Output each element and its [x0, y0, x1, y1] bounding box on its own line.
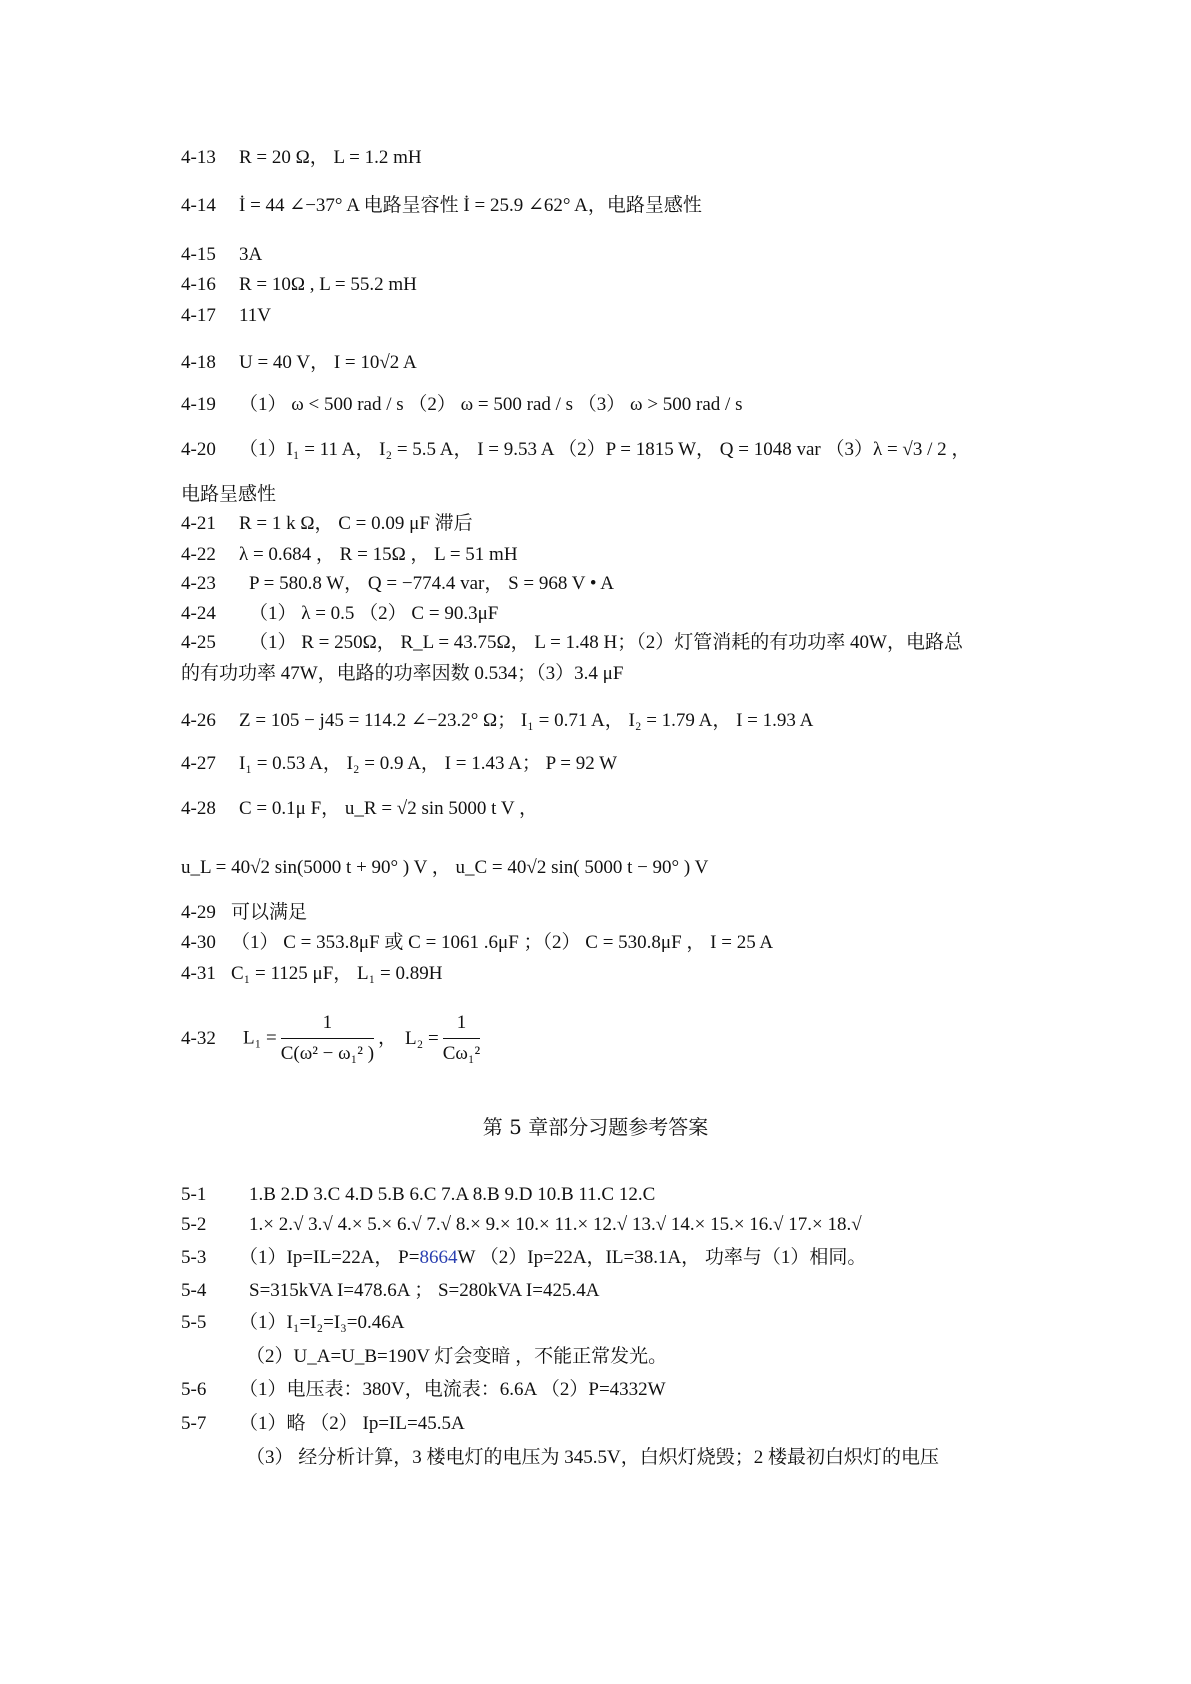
answer-4-14 — [181, 194, 702, 218]
answer-number: 4-30 — [181, 932, 216, 953]
answer-5-1 — [181, 1183, 655, 1207]
chapter-5-title: 第 5 章部分习题参考答案 — [482, 1115, 709, 1139]
answer-text: R = 10Ω , L = 55.2 mH — [239, 274, 417, 295]
answer-4-13 — [181, 146, 422, 170]
answer-4-17 — [181, 304, 271, 328]
answer-text: （1） C = 353.8μF 或 C = 1061 .6μF ；（2） C = 530.8μF ， I = 25 A — [231, 932, 774, 953]
formula-l2-label: L₂ = — [405, 1027, 439, 1049]
answer-text: （1） λ = 0.5 （2） C = 90.3μF — [249, 603, 499, 624]
answer-text: （3） 经分析计算，3 楼电灯的电压为 345.5V，白炽灯烧毁；2 楼最初白炽灯的电压 — [246, 1447, 939, 1468]
answer-text: İ = 44 ∠−37° A 电路呈容性 İ = 25.9 ∠62° A，电路呈感性 — [239, 195, 702, 216]
answer-text: R = 1 k Ω， C = 0.09 μF 滞后 — [239, 513, 473, 534]
answer-text: 1.B 2.D 3.C 4.D 5.B 6.C 7.A 8.B 9.D 10.B 11.C 12.C — [249, 1184, 656, 1205]
answer-text: （1）I₁ = 11 A， I₂ = 5.5 A， I = 9.53 A （2）P = 1815 W， Q = 1048 var （3）λ = √3 / 2 ， — [239, 439, 971, 460]
answer-text: 1.× 2.√ 3.√ 4.× 5.× 6.√ 7.√ 8.× 9.× 10.× 11.× 12.√ 13.√ 14.× 15.× 16.√ 17.× 18.√ — [249, 1214, 862, 1235]
answer-text: u_L = 40√2 sin(5000 t + 90° ) V ， u_C = 40√2 sin( 5000 t − 90° ) V — [181, 857, 709, 878]
answer-5-5 — [181, 1311, 404, 1335]
answer-5-4 — [181, 1279, 599, 1303]
answer-text: （1）Ip=IL=22A， P= — [239, 1247, 420, 1268]
answer-text: （1）略 （2） Ip=IL=45.5A — [239, 1413, 465, 1434]
separator: ， — [378, 1027, 398, 1049]
answer-5-6 — [181, 1378, 666, 1402]
answer-4-24 — [181, 602, 498, 626]
answer-text: （1）电压表：380V，电流表：6.6A （2）P=4332W — [239, 1379, 666, 1400]
answer-number: 4-31 — [181, 963, 216, 984]
answer-text: （1） R = 250Ω， R_L = 43.75Ω， L = 1.48 H；（2）灯管消耗的有功功率 40W，电路总 — [249, 632, 963, 653]
answer-4-29 — [181, 901, 307, 925]
answer-5-3 — [181, 1246, 866, 1270]
answer-text: C₁ = 1125 μF， L₁ = 0.89H — [231, 963, 443, 984]
fraction-denominator: C(ω² − ω₁² ) — [280, 1043, 375, 1064]
answer-4-31 — [181, 962, 442, 986]
answer-number: 4-32 — [181, 1027, 216, 1049]
answer-text: 的有功功率 47W，电路的功率因数 0.534；（3）3.4 μF — [181, 663, 624, 684]
answer-4-18 — [181, 351, 417, 375]
answer-4-25 — [181, 631, 963, 655]
answer-text: P = 580.8 W， Q = −774.4 var， S = 968 V • A — [249, 573, 614, 594]
answer-number: 4-25 — [181, 632, 216, 653]
answer-number: 5-4 — [181, 1280, 207, 1301]
fraction-l2 — [443, 1010, 481, 1067]
answer-4-16 — [181, 273, 417, 297]
answer-text: W （2）Ip=22A，IL=38.1A， 功率与（1）相同。 — [457, 1247, 867, 1268]
answer-4-23 — [181, 572, 614, 596]
answer-number: 5-6 — [181, 1379, 207, 1400]
answer-text: λ = 0.684 ， R = 15Ω ， L = 51 mH — [239, 544, 518, 565]
answer-text: 11V — [239, 305, 272, 326]
answer-text: S=315kVA I=478.6A ； S=280kVA I=425.4A — [249, 1280, 600, 1301]
answer-4-32 — [181, 1010, 484, 1067]
answer-number: 4-26 — [181, 710, 216, 731]
answer-number: 4-14 — [181, 195, 216, 216]
answer-number: 4-19 — [181, 394, 216, 415]
answer-5-5-continued — [246, 1345, 667, 1369]
fraction-numerator: 1 — [443, 1010, 481, 1039]
answer-text: 3A — [239, 244, 263, 265]
answer-4-28 — [181, 797, 538, 821]
fraction-l1 — [281, 1010, 374, 1067]
answer-text: （1）I₁=I₂=I₃=0.46A — [239, 1312, 405, 1333]
answer-text: 可以满足 — [231, 902, 308, 923]
answer-text: U = 40 V， I = 10√2 A — [239, 352, 417, 373]
answer-number: 4-23 — [181, 573, 216, 594]
answer-text: C = 0.1μ F， u_R = √2 sin 5000 t V ， — [239, 798, 538, 819]
answer-number: 5-1 — [181, 1184, 207, 1205]
answer-number: 4-20 — [181, 439, 216, 460]
answer-number: 4-22 — [181, 544, 216, 565]
answer-4-19 — [181, 393, 742, 417]
answer-4-15 — [181, 243, 262, 267]
answer-5-7 — [181, 1412, 465, 1436]
answer-text: R = 20 Ω， L = 1.2 mH — [239, 147, 422, 168]
answer-4-20 — [181, 438, 970, 462]
answer-number: 4-18 — [181, 352, 216, 373]
answer-4-20-continued — [181, 483, 276, 507]
answer-text: （2）U_A=U_B=190V 灯会变暗 ，不能正常发光。 — [246, 1346, 668, 1367]
answer-number: 4-21 — [181, 513, 216, 534]
answer-5-2 — [181, 1213, 862, 1237]
answer-number: 4-24 — [181, 603, 216, 624]
answer-number: 5-2 — [181, 1214, 207, 1235]
answer-number: 4-27 — [181, 753, 216, 774]
answer-4-21 — [181, 512, 473, 536]
answer-number: 4-13 — [181, 147, 216, 168]
answer-number: 4-28 — [181, 798, 216, 819]
answer-4-28-continued — [181, 856, 708, 880]
fraction-denominator: Cω₁² — [442, 1043, 481, 1064]
answer-text: 电路呈感性 — [181, 484, 277, 505]
answer-text: （1） ω < 500 rad / s （2） ω = 500 rad / s （3） ω > 500 rad / s — [239, 394, 743, 415]
answer-4-26 — [181, 709, 813, 733]
answer-number: 5-7 — [181, 1413, 207, 1434]
answer-4-30 — [181, 931, 773, 955]
answer-4-25-continued — [181, 662, 623, 686]
answer-text: Z = 105 − j45 = 114.2 ∠−23.2° Ω； I₁ = 0.71 A， I₂ = 1.79 A， I = 1.93 A — [239, 710, 814, 731]
fraction-numerator: 1 — [281, 1010, 374, 1039]
answer-number: 4-29 — [181, 902, 216, 923]
answer-number: 5-5 — [181, 1312, 207, 1333]
answer-number: 5-3 — [181, 1247, 207, 1268]
answer-number: 4-15 — [181, 244, 216, 265]
answer-4-22 — [181, 543, 518, 567]
highlighted-value: 8664 — [419, 1247, 458, 1268]
answer-5-7-continued — [246, 1446, 939, 1470]
formula-l1-label: L₁ = — [243, 1027, 277, 1049]
answer-number: 4-16 — [181, 274, 216, 295]
answer-4-27 — [181, 752, 617, 776]
answer-number: 4-17 — [181, 305, 216, 326]
answer-text: I₁ = 0.53 A， I₂ = 0.9 A， I = 1.43 A； P = 92 W — [239, 753, 618, 774]
